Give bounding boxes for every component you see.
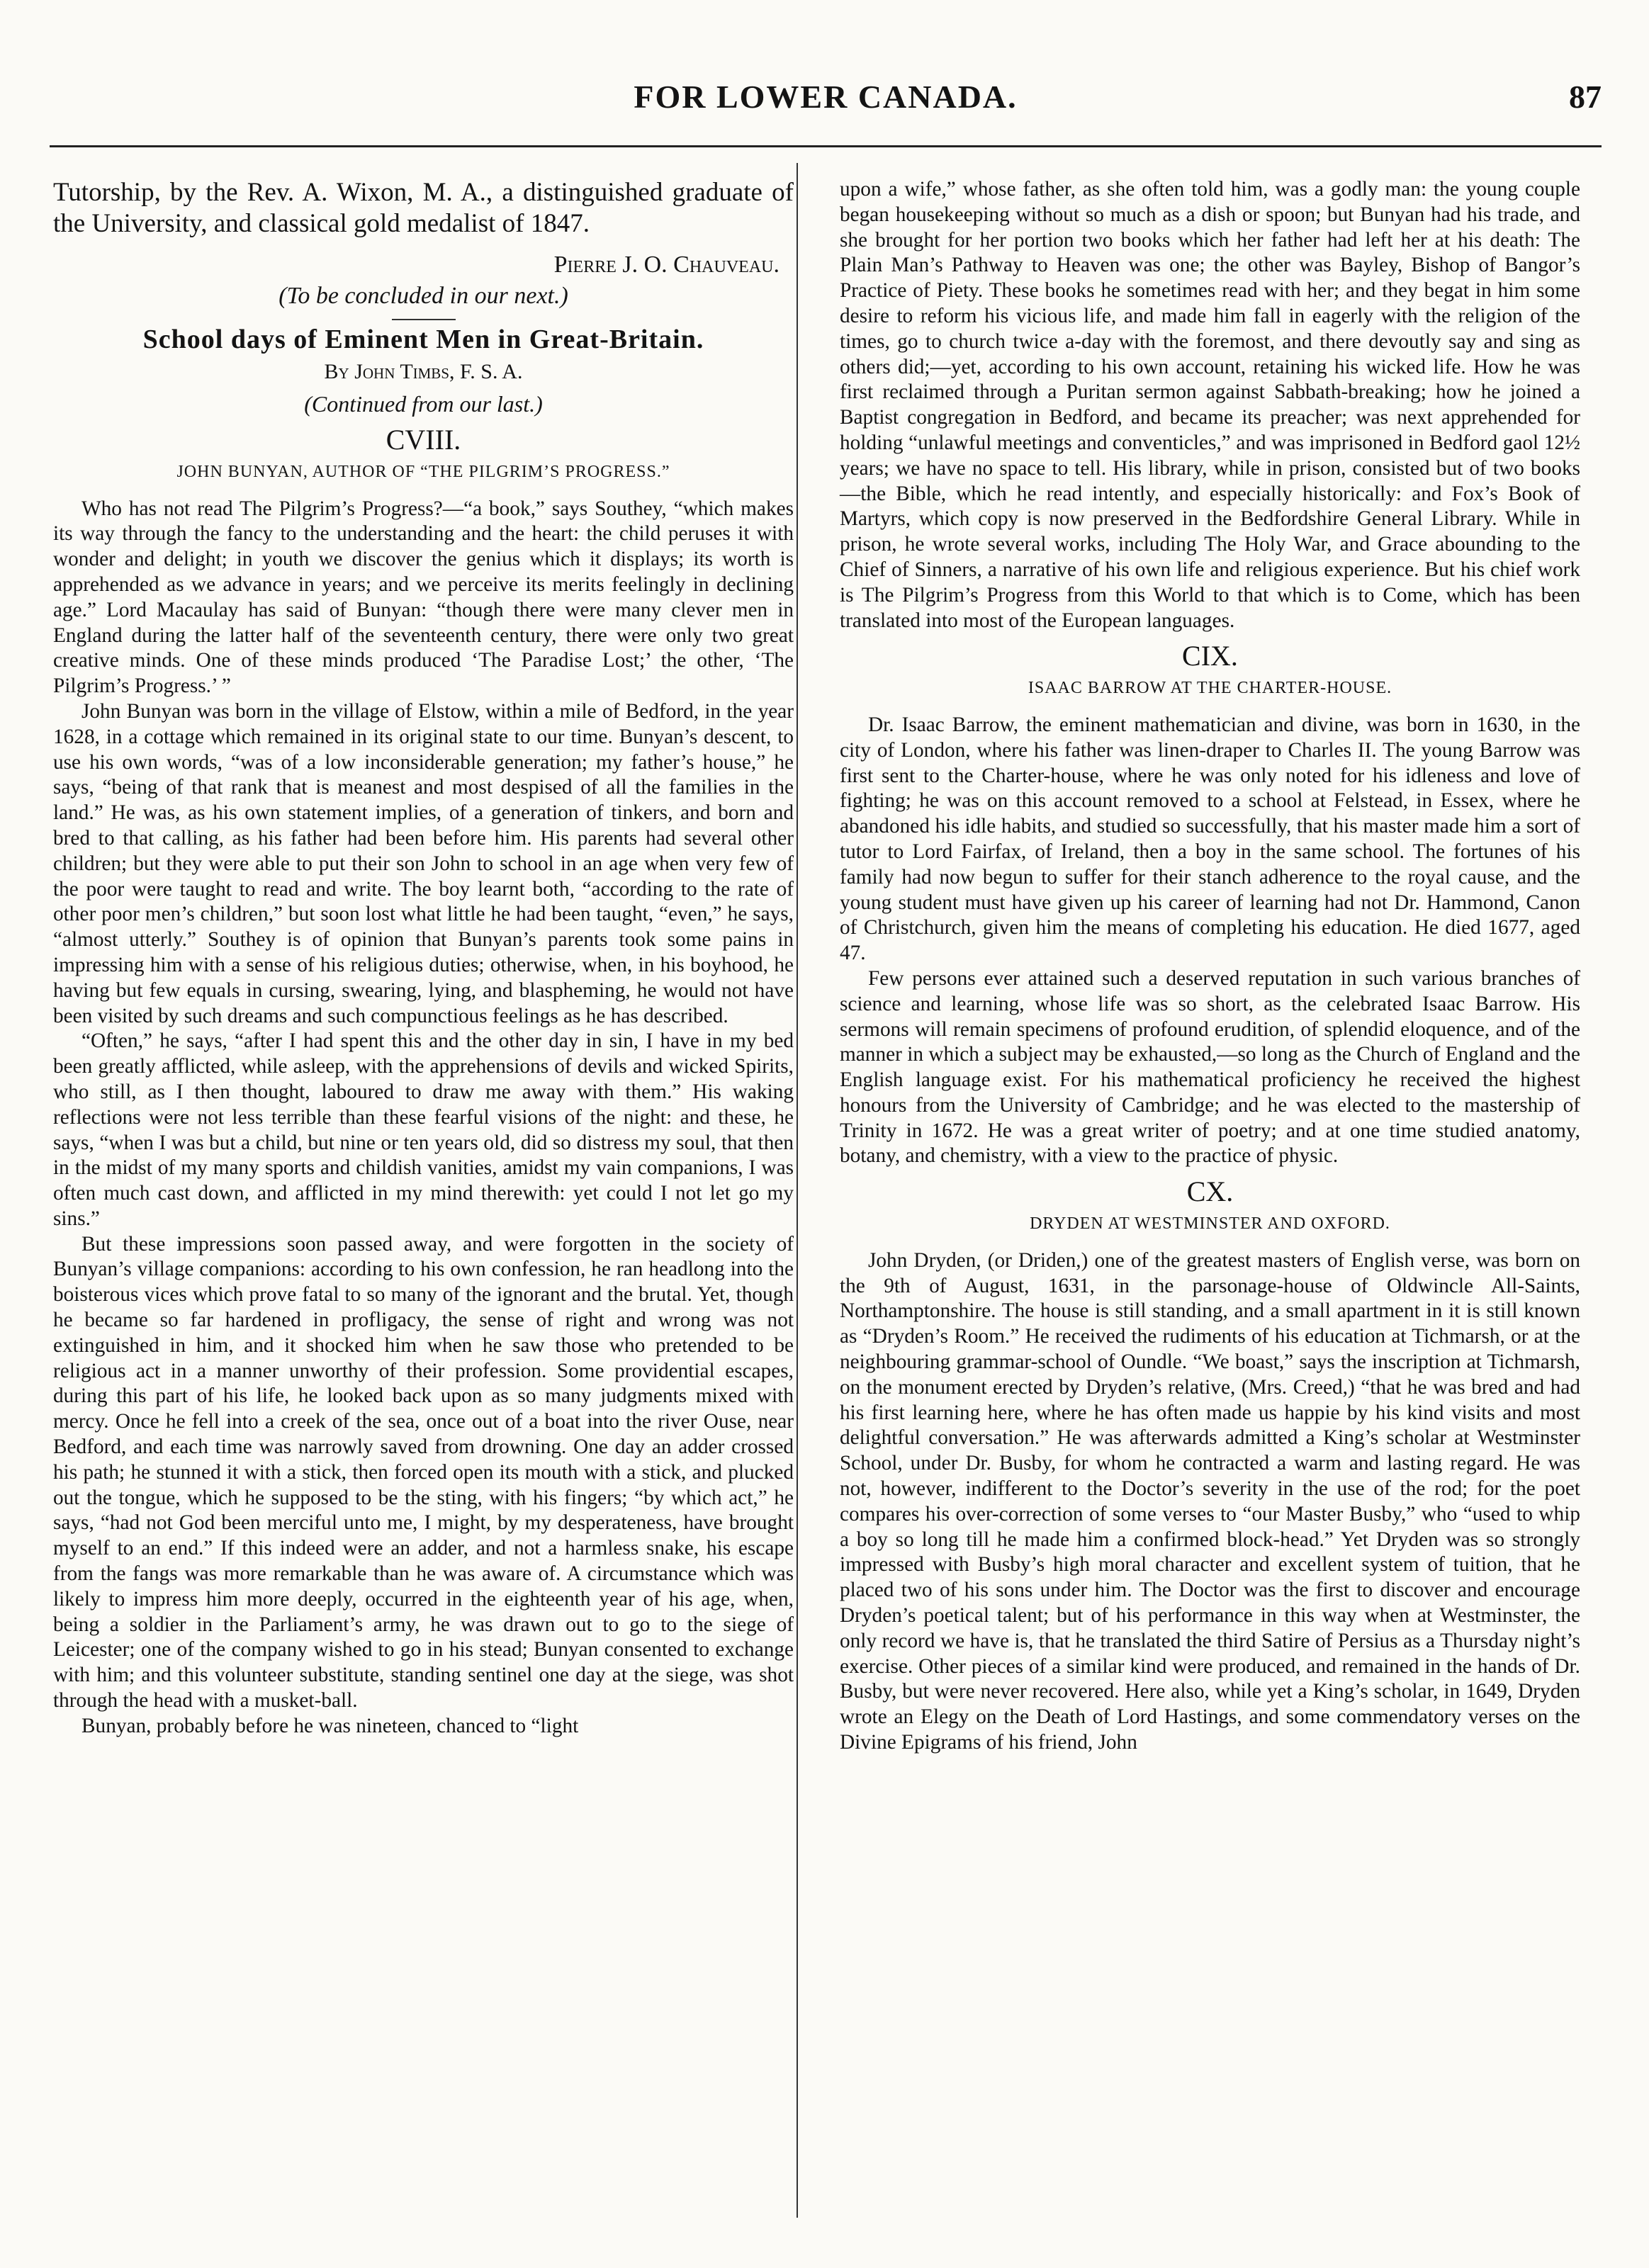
- section-heading-dryden: DRYDEN AT WESTMINSTER AND OXFORD.: [1030, 1214, 1390, 1234]
- section-numeral-cx: CX.: [1186, 1175, 1234, 1208]
- paragraph: But these impressions soon passed away, and were forgotten in the society of Bunyan’s village companions: according to his own confession, he ran headlong into the boisterous vices which prove fatal to so many of the ignorant and the brutal. Yet, though he became so far hardened in profligacy, the sense of right and wrong was not extinguished in him, and it shocked him when he saw those who pretended to be religious act in a manner unworthy of their profession. Some providential escapes, during this part of his life, he looked back upon as so many judgments mixed with mercy. Once he fell into a creek of the sea, once out of a boat into the river Ouse, near Bedford, and each time was narrowly saved from drowning. One day an adder crossed his path; he stunned it with a stick, then forced open its mouth with a stick, and plucked out the tongue, which he supposed to be the sting, with his fingers; “by which act,” he says, “had not God been merciful unto me, I might, by my desperateness, have brought myself to an end.” If this indeed were an adder, and not a harmless snake, his escape from the fangs was more remarkable than he was aware of. A circumstance which was likely to impress him more deeply, occurred in the eighteenth year of his age, when, being a soldier in the Parliament’s army, he was drawn out to go to the siege of Leicester; one of the company wished to go in his stead; Bunyan consented to exchange with him; and this volunteer substitute, standing sentinel one day at the siege, was shot through the head with a musket-ball.: [53, 1232, 794, 1713]
- section-rule: [392, 319, 456, 320]
- intro-paragraph: Tutorship, by the Rev. A. Wixon, M. A., a distinguished graduate of the University, and classical gold medalist of 1847.: [53, 178, 794, 238]
- to-be-concluded-note: (To be concluded in our next.): [278, 282, 568, 309]
- paragraph: John Bunyan was born in the village of Elstow, within a mile of Bedford, in the year 1628, in a cottage which remained in its original state to our time. Bunyan’s descent, to use his own words, “was of a low inconsiderable generation; my father’s house,” he says, “being of that rank that is meanest and most despised of all the families in the land.” He was, as his own statement implies, of a generation of tinkers, and born and bred to that calling, as his father had been before him. His parents had several other children; but they were able to put their son John to school in an age when very few of the poor were taught to read and write. The boy learnt both, “according to the rate of other poor men’s children,” but soon lost what little he had been taught, “even,” he says, “almost utterly.” Southey is of opinion that Bunyan’s parents took some pains in impressing him with a sense of his religious duties; otherwise, when, in his boyhood, he having but few equals in cursing, swearing, lying, and blaspheming, he would not have been visited by such dreams and such compunctious feelings as he has described.: [53, 699, 794, 1027]
- author-signature: Pierre J. O. Chauveau.: [553, 252, 780, 278]
- paragraph: Dr. Isaac Barrow, the eminent mathematician and divine, was born in 1630, in the city of London, where his father was linen-draper to Charles II. The young Barrow was first sent to the Charter-house, where he was only noted for his idleness and love of fighting; he was on this account removed to a school at Felstead, in Essex, where he abandoned his idle habits, and studied so successfully, that his master made him a sort of tutor to Lord Fairfax, of Ireland, then a boy in the same school. The fortunes of his family had now begun to suffer for their stanch adherence to the royal cause, and the young student must have given up his career of learning had not Dr. Hammond, Canon of Christchurch, given him the means of completing his education. He died 1677, aged 47.: [840, 713, 1580, 965]
- section-numeral-cix: CIX.: [1182, 640, 1238, 672]
- column-divider: [797, 163, 798, 2218]
- paragraph: John Dryden, (or Driden,) one of the greatest masters of English verse, was born on the 9th of August, 1631, in the parsonage-house of Oldwincle All-Saints, Northamptonshire. The house is still standing, and a small apartment in it is still known as “Dryden’s Room.” He received the rudiments of his education at Tichmarsh, or at the neighbouring grammar-school of Oundle. “We boast,” says the inscription at Tichmarsh, on the monument erected by Dryden’s relative, (Mrs. Creed,) “that he was bred and had his first learning here, where he has often made us happie by his kind visits and most delightful conversation.” He was afterwards admitted a King’s scholar at Westminster School, under Dr. Busby, for whom he contracted a warm and lasting regard. He was not, however, indifferent to the Doctor’s severity in the use of the rod; for the poet compares his over-correction of some verses to “our Master Busby,” who “used to whip a boy so long till he made him a confirmed block-head.” Yet Dryden was so strongly impressed with Busby’s high moral character and excellent system of tuition, that he placed two of his sons under him. The Doctor was the first to discover and encourage Dryden’s poetical talent; but of his performance in this way when at Westminster, the only record we have is, that he translated the third Satire of Persius as a Thursday night’s exercise. Other pieces of a similar kind were produced, and remained in the hands of Dr. Busby, but were never recovered. Here also, while yet a King’s scholar, in 1649, Dryden wrote an Elegy on the Death of Lord Hastings, and some commendatory verses on the Divine Epigrams of his friend, John: [840, 1248, 1580, 1754]
- paragraph: Who has not read The Pilgrim’s Progress?—“a book,” says Southey, “which makes its way through the fancy to the understanding and the heart: the child peruses it with wonder and delight; in youth we discover the genius which it displays; its worth is apprehended as we advance in years; and we perceive its merits feelingly in declining age.” Lord Macaulay has said of Bunyan: “though there were many clever men in England during the latter half of the seventeenth century, there were only two great creative minds. One of these minds produced ‘The Paradise Lost;’ the other, ‘The Pilgrim’s Progress.’ ”: [53, 497, 794, 698]
- paragraph: upon a wife,” whose father, as she often told him, was a godly man: the young couple began housekeeping without so much as a dish or spoon; but Bunyan had his trade, and she brought for her portion two books which her father had left her at his death: The Plain Man’s Pathway to Heaven was one; the other was Bayley, Bishop of Bangor’s Practice of Piety. These books he sometimes read with her; and they begat in him some desire to reform his vicious life, and made him fall in eagerly with the religion of the times, go to church twice a-day with the foremost, and there devoutly say and sing as others did;—yet, according to his own account, retaining his wicked life. How he was first reclaimed through a Puritan sermon against Sabbath-breaking; how he joined a Baptist congregation in Bedford, and became its preacher; was next apprehended for holding “unlawful meetings and conventicles,” and was imprisoned in Bedford gaol 12½ years; we have no space to tell. His library, while in prison, consisted but of two books—the Bible, which he read intently, and especially historically: and Fox’s Book of Martyrs, which copy is now preserved in the Bedfordshire General Library. While in prison, he wrote several works, including The Holy War, and Grace abounding to the Chief of Sinners, a narrative of his own life and religious experience. But his chief work is The Pilgrim’s Progress from this World to that which is to Come, which has been translated into most of the European languages.: [840, 178, 1580, 632]
- page-number: 87: [1569, 79, 1602, 115]
- section-heading-bunyan: JOHN BUNYAN, AUTHOR OF “THE PILGRIM’S PROGRESS.”: [176, 462, 670, 481]
- page-header: [50, 78, 1602, 135]
- paragraph: “Often,” he says, “after I had spent this and the other day in sin, I have in my bed been greatly afflicted, while asleep, with the apprehensions of devils and wicked Spirits, who still, as I then thought, laboured to draw me away with them.” His waking reflections were not less terrible than these fearful visions of the night: and these, he says, “when I was but a child, but nine or ten years old, did so distress my soul, that then in the midst of my many sports and childish vanities, amidst my vain companions, I was often much cast down, and afflicted in my mind therewith: yet could I not let go my sins.”: [53, 1029, 794, 1230]
- paragraph: Bunyan, probably before he was nineteen, chanced to “light: [81, 1714, 579, 1737]
- paragraph: Few persons ever attained such a deserved reputation in such various branches of science and learning, whose life was so short, as the celebrated Isaac Barrow. His sermons will remain specimens of profound erudition, of splendid eloquence, and of the manner in which a subject may be exhausted,—so long as the Church of England and the English language exist. For his mathematical proficiency he received the highest honours from the University of Cambridge; and he was elected to the mastership of Trinity in 1672. He was a great writer of poetry; and at one time studied anatomy, botany, and chemistry, with a view to the practice of physic.: [840, 966, 1580, 1168]
- left-column: [53, 177, 794, 1739]
- section-heading-barrow: ISAAC BARROW AT THE CHARTER-HOUSE.: [1028, 679, 1392, 698]
- continued-note: (Continued from our last.): [304, 391, 543, 417]
- header-rule: [50, 145, 1602, 147]
- right-column: [840, 177, 1580, 1756]
- section-numeral-cviii: CVIII.: [385, 423, 461, 456]
- article-byline: By John Timbs, F. S. A.: [324, 360, 523, 384]
- running-title: FOR LOWER CANADA.: [634, 79, 1018, 115]
- article-title: School days of Eminent Men in Great-Britain.: [142, 324, 704, 354]
